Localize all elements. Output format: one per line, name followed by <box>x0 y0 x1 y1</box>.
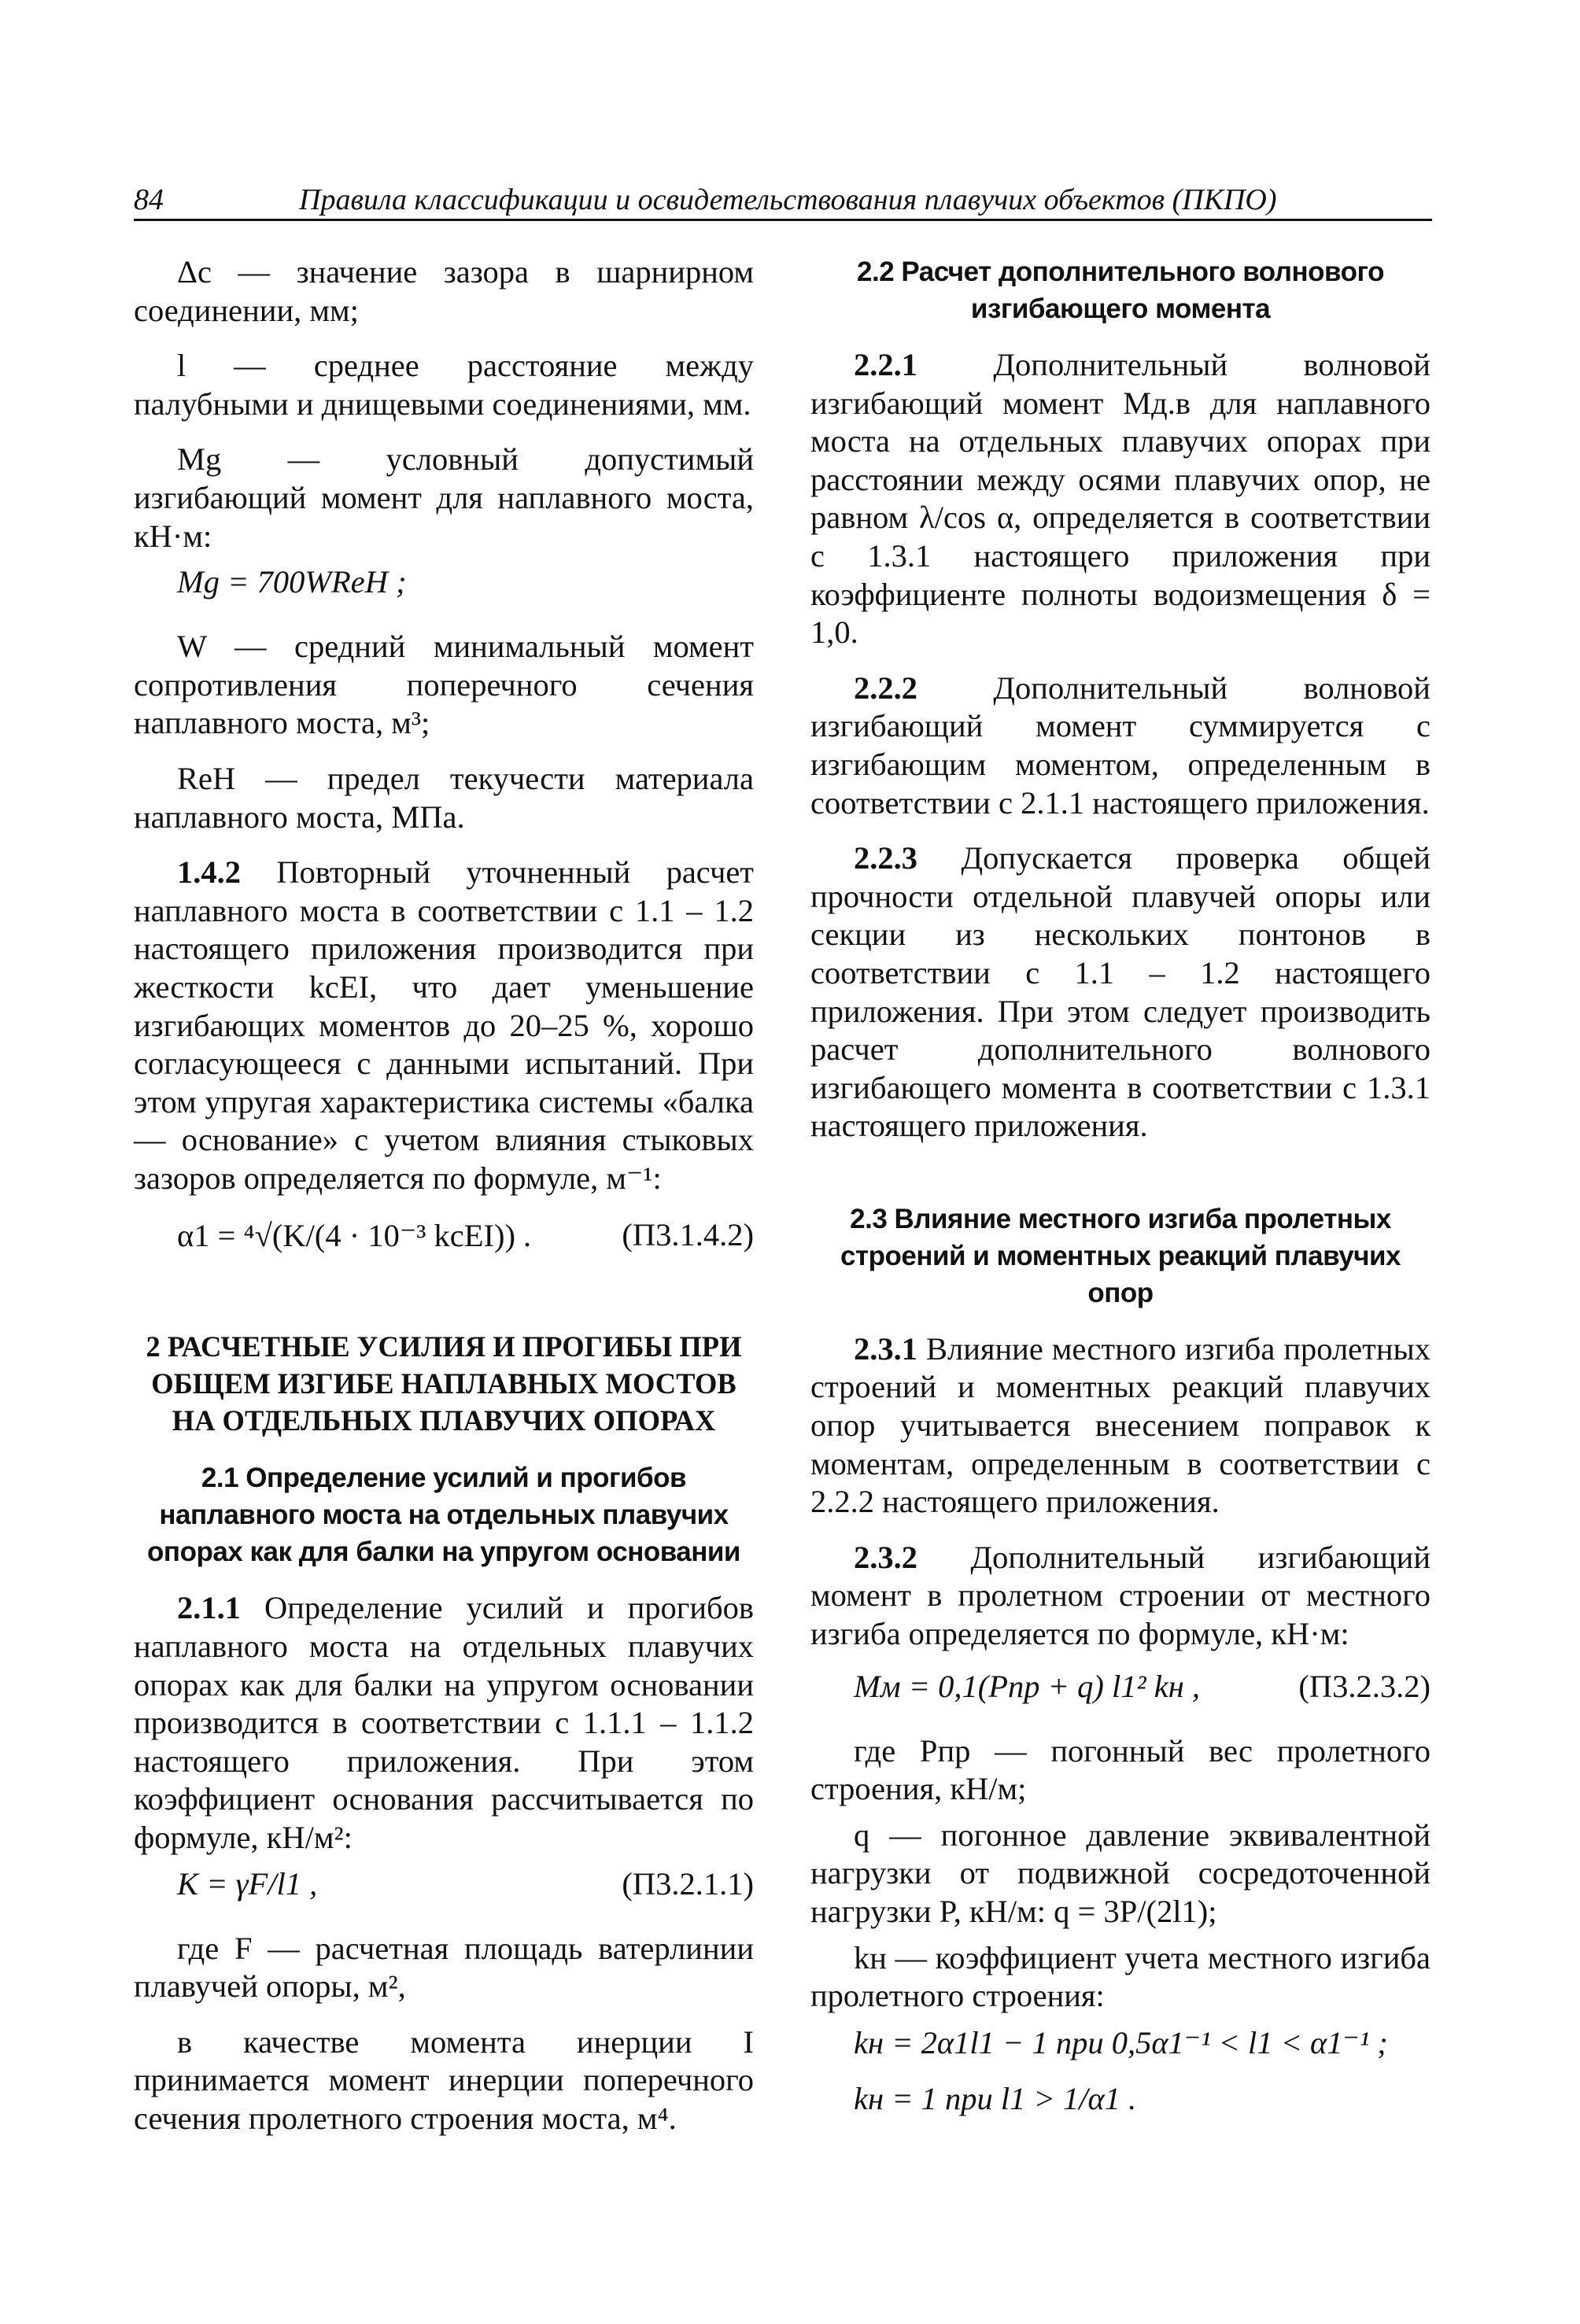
formula-mg <box>134 560 754 609</box>
paragraph-2-3-2 <box>810 1539 1430 1654</box>
subsection-2-1-title: 2.1 Определение усилий и прогибов наплавного моста на отдельных плавучих опорах как для балки на упругом основании <box>147 1463 740 1568</box>
definition-q: q — погонное давление эквивалентной нагрузки от подвижной сосредоточенной нагрузки P, кН/м: q = 3P/(2l1); <box>810 1817 1430 1929</box>
subsection-2-3-title: 2.3 Влияние местного изгиба пролетных строений и моментных реакций плавучих опор <box>840 1203 1401 1308</box>
formula-k-expression: K = γF/l1 , <box>177 1865 318 1902</box>
formula-alpha-expression: α1 = ⁴√(K/(4 · 10⁻³ kcEI)) . <box>177 1218 532 1254</box>
clause-text: Дополнительный волновой изгибающий момент суммируется с изгибающим моментом, определенным в соответствии с 2.1.1 настоящего приложения. <box>810 670 1430 821</box>
paragraph-2-2-1 <box>810 346 1430 652</box>
definition-l: l — среднее расстояние между палубными и днищевыми соединениями, мм. <box>134 348 754 422</box>
clause-text: Допускается проверка общей прочности отдельной плавучей опоры или секции из нескольких понтонов в соответствии с 1.1 – 1.2 настоящего приложения. При этом следует производить расчет дополнительного волнового изгибающего момента в соответствии с 1.3.1 настоящего приложения. <box>810 840 1431 1144</box>
paragraph-2-2-3 <box>810 839 1430 1145</box>
formula-mm-expression: Mм = 0,1(Pпр + q) l1² kн , <box>854 1668 1201 1704</box>
clause-number: 1.4.2 <box>177 854 241 891</box>
clause-text: Повторный уточненный расчет наплавного моста в соответствии с 1.1 – 1.2 настоящего приложения производится при жесткости kcEI, что дает уменьшение изгибающих моментов до 20–25 %, хорошо согласующееся с данными испытаний. При этом упругая характеристика системы «балка — основание» с учетом влияния стыковых зазоров определяется по формуле, м⁻¹: <box>134 854 755 1196</box>
definition-delta-c: Δс — значение зазора в шарнирном соединении, мм; <box>134 254 754 328</box>
formula-k <box>134 1862 754 1911</box>
formula-mg-expression: Mg = 700WReH ; <box>177 564 407 600</box>
formula-kn-case1-expression: kн = 2α1l1 − 1 при 0,5α1⁻¹ < l1 < α1⁻¹ ; <box>854 2024 1388 2060</box>
definition-i: в качестве момента инерции I принимается момент инерции поперечного сечения пролетного строения моста, м⁴. <box>134 2023 754 2136</box>
formula-kn-case1 <box>810 2020 1430 2069</box>
section-2-title: 2 РАСЧЕТНЫЕ УСИЛИЯ И ПРОГИБЫ ПРИ ОБЩЕМ ИЗГИБЕ НАПЛАВНЫХ МОСТОВ НА ОТДЕЛЬНЫХ ПЛАВУЧИХ ОПОРАХ <box>146 1330 742 1437</box>
formula-mm-number: (П3.2.3.2) <box>1298 1668 1430 1704</box>
clause-number: 2.3.1 <box>854 1330 917 1367</box>
clause-number: 2.3.2 <box>854 1539 917 1575</box>
definition-mg: Mg — условный допустимый изгибающий момент для наплавного моста, кН·м: <box>134 441 754 554</box>
clause-number: 2.2.1 <box>854 347 917 382</box>
left-column <box>134 253 754 2156</box>
formula-alpha-number: (П3.1.4.2) <box>622 1217 754 1253</box>
page-number: 84 <box>134 183 164 216</box>
definition-kn: kн — коэффициент учета местного изгиба пролетного строения: <box>810 1939 1430 2014</box>
definition-ppr: где Pпр — погонный вес пролетного строения, кН/м; <box>810 1732 1430 1807</box>
paragraph-2-3-1 <box>810 1330 1430 1522</box>
clause-number: 2.1.1 <box>177 1590 241 1626</box>
definition-reh: ReH — предел текучести материала наплавного моста, МПа. <box>134 760 754 835</box>
clause-text: Определение усилий и прогибов наплавного моста на отдельных плавучих опорах как для балки на упругом основании производится в соответствии с 1.1.1 – 1.1.2 настоящего приложения. При этом коэффициент основания рассчитывается по формуле, кН/м²: <box>134 1590 755 1856</box>
formula-alpha <box>134 1213 754 1262</box>
paragraph-1-4-2 <box>134 854 754 1197</box>
definition-w: W — средний минимальный момент сопротивления поперечного сечения наплавного моста, м³; <box>134 629 754 741</box>
paragraph-2-1-1 <box>134 1589 754 1857</box>
running-header <box>134 183 1432 221</box>
paragraph-2-2-2 <box>810 670 1430 822</box>
formula-kn-case2-expression: kн = 1 при l1 > 1/α1 . <box>854 2080 1137 2116</box>
formula-k-number: (П3.2.1.1) <box>622 1865 754 1902</box>
formula-kn-case2 <box>810 2077 1430 2126</box>
right-column <box>810 253 1430 2145</box>
clause-text: Дополнительный волновой изгибающий момент Mд.в для наплавного моста на отдельных плавучих опорах при расстоянии между осями плавучих опор, не равном λ/cos α, определяется в соответствии с 1.3.1 настоящего приложения при коэффициенте полноты водоизмещения δ = 1,0. <box>810 347 1430 651</box>
clause-number: 2.2.2 <box>854 670 917 706</box>
clause-number: 2.2.3 <box>854 840 917 876</box>
subsection-2-2-title: 2.2 Расчет дополнительного волнового изгибающего момента <box>857 256 1384 324</box>
running-title: Правила классификации и освидетельствования плавучих объектов (ПКПО) <box>299 183 1277 216</box>
clause-text: Влияние местного изгиба пролетных строений и моментных реакций плавучих опор учитывается внесением поправок к моментам, определенным в соответствии с 2.2.2 настоящего приложения. <box>810 1330 1430 1520</box>
clause-text: Дополнительный изгибающий момент в пролетном строении от местного изгиба определяется по формуле, кН·м: <box>810 1539 1430 1652</box>
formula-mm <box>810 1665 1430 1713</box>
definition-f: где F — расчетная площадь ватерлинии плавучей опоры, м², <box>134 1930 754 2005</box>
